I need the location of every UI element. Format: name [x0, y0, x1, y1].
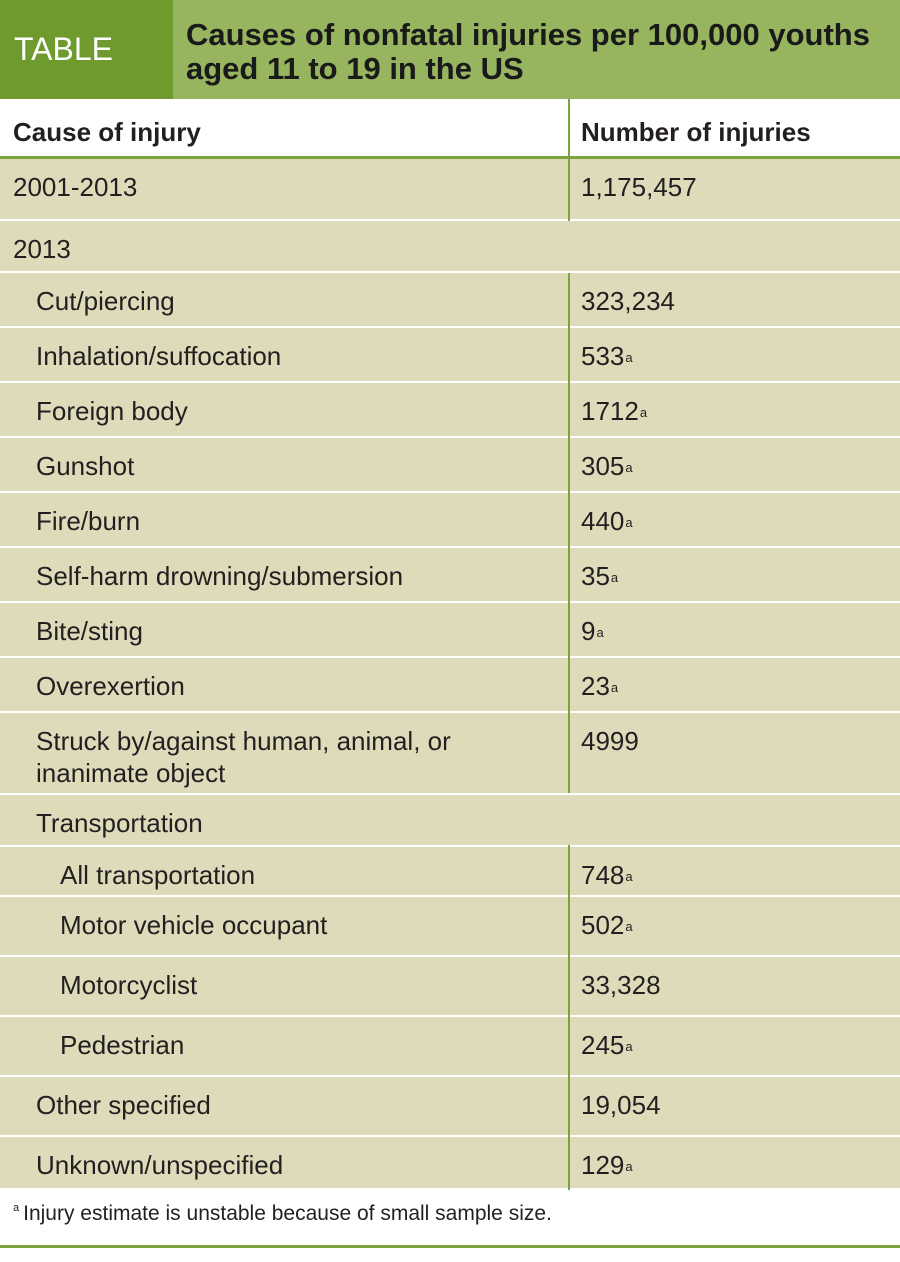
- number-value: 323,234: [581, 286, 675, 316]
- number-cell: [581, 1149, 633, 1181]
- table-row: [0, 548, 900, 603]
- cause-cell: Inhalation/suffocation: [36, 341, 282, 371]
- table-label: TABLE: [0, 0, 173, 99]
- bottom-rule: [0, 1245, 900, 1248]
- column-header-cause: Cause of injury: [13, 117, 201, 147]
- number-cell: [581, 615, 604, 647]
- cause-cell: Other specified: [36, 1090, 211, 1120]
- number-cell: [581, 450, 633, 482]
- cause-cell: Cut/piercing: [36, 286, 175, 316]
- number-value: 9: [581, 616, 596, 646]
- table-header: [0, 0, 900, 99]
- cause-cell: Fire/burn: [36, 506, 141, 536]
- number-value: 129: [581, 1150, 625, 1180]
- table-row: [0, 438, 900, 493]
- number-value: 748: [581, 860, 625, 890]
- table-row: [0, 847, 900, 897]
- column-divider: [568, 99, 570, 221]
- table-row: [0, 957, 900, 1017]
- table-row: [0, 383, 900, 438]
- cause-cell: Motorcyclist: [60, 970, 198, 1000]
- table-row: [0, 713, 900, 795]
- number-cell: [581, 670, 618, 702]
- number-cell: [581, 505, 633, 537]
- cause-cell: Transportation: [36, 808, 203, 838]
- number-cell: [581, 1089, 662, 1121]
- number-value: 305: [581, 451, 625, 481]
- number-cell: [581, 285, 676, 317]
- cause-cell: Pedestrian: [60, 1030, 185, 1060]
- cause-cell: 2013: [13, 234, 71, 264]
- column-header-row: [0, 99, 900, 159]
- number-cell: [581, 560, 618, 592]
- number-cell: [581, 233, 582, 265]
- footnote-marker: a: [625, 1159, 633, 1174]
- footnote-marker: a: [625, 515, 633, 530]
- table-row: [0, 795, 900, 847]
- table-row: [0, 1077, 900, 1137]
- footnote-marker: a: [625, 460, 633, 475]
- column-header-number: Number of injuries: [581, 117, 811, 147]
- number-cell: [581, 807, 582, 839]
- cause-cell: Unknown/unspecified: [36, 1150, 284, 1180]
- table-row: [0, 658, 900, 713]
- table-row: [0, 1017, 900, 1077]
- cause-cell: Self-harm drowning/submersion: [36, 561, 404, 591]
- table-row: [0, 603, 900, 658]
- number-value: 1712: [581, 396, 639, 426]
- column-divider: [568, 273, 570, 793]
- table-row: [0, 273, 900, 328]
- number-cell: [581, 1029, 633, 1061]
- number-value: 440: [581, 506, 625, 536]
- footnote-marker: a: [625, 1039, 633, 1054]
- table-row: [0, 328, 900, 383]
- table-row: [0, 493, 900, 548]
- cause-cell: Bite/sting: [36, 616, 143, 646]
- table-row: [0, 1137, 900, 1190]
- footnote-marker: a: [596, 625, 604, 640]
- footnote-text: Injury estimate is unstable because of small sample size.: [23, 1202, 552, 1225]
- footnote-marker: a: [639, 405, 648, 420]
- number-cell: [581, 395, 647, 427]
- number-cell: [581, 909, 633, 941]
- table-body: [0, 159, 900, 1190]
- number-cell: [581, 171, 698, 203]
- footnote-marker: a: [625, 919, 633, 934]
- cause-cell: Overexertion: [36, 671, 185, 701]
- cause-cell: All transportation: [60, 860, 256, 890]
- number-cell: [581, 340, 633, 372]
- table-row: [0, 897, 900, 957]
- footnote-marker: a: [625, 869, 633, 884]
- number-value: 245: [581, 1030, 625, 1060]
- number-value: 533: [581, 341, 625, 371]
- number-value: 33,328: [581, 970, 661, 1000]
- table-row: [0, 159, 900, 221]
- cause-cell: Foreign body: [36, 396, 188, 426]
- number-value: 35: [581, 561, 610, 591]
- cause-cell: Gunshot: [36, 451, 135, 481]
- number-value: 502: [581, 910, 625, 940]
- number-cell: [581, 969, 662, 1001]
- footnote-marker: a: [625, 350, 633, 365]
- table-title: Causes of nonfatal injuries per 100,000 youths aged 11 to 19 in the US: [173, 0, 900, 99]
- number-value: 19,054: [581, 1090, 661, 1120]
- number-value: 4999: [581, 726, 639, 756]
- footnote-mark: a: [13, 1202, 20, 1214]
- column-divider: [568, 845, 570, 1190]
- cause-cell: Struck by/against human, animal, or inanimate object: [36, 726, 451, 788]
- footnote-marker: a: [610, 680, 619, 695]
- number-value: 23: [581, 671, 610, 701]
- cause-cell: Motor vehicle occupant: [60, 910, 328, 940]
- cause-cell: 2001-2013: [13, 172, 138, 202]
- number-value: 1,175,457: [581, 172, 697, 202]
- number-cell: [581, 859, 633, 891]
- footnote: [13, 1202, 552, 1226]
- table-row: [0, 221, 900, 273]
- footnote-marker: a: [610, 570, 619, 585]
- number-cell: [581, 725, 640, 757]
